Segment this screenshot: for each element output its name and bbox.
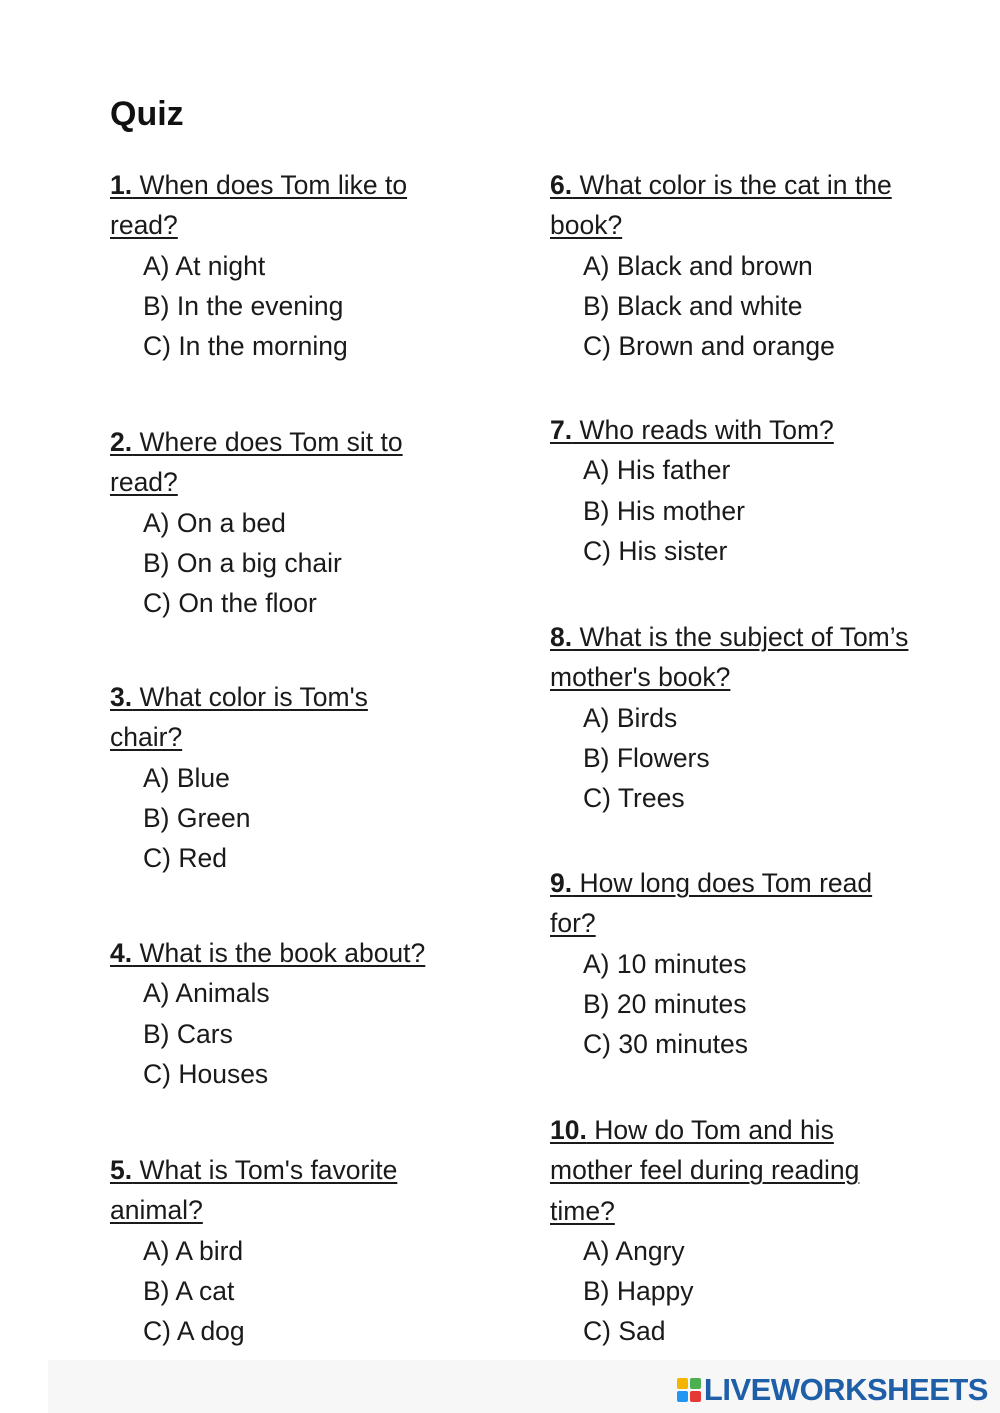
answer-option-a[interactable]: A) 10 minutes — [583, 948, 747, 979]
answer-option-c[interactable]: C) Red — [143, 843, 227, 874]
answer-option-b[interactable]: B) Green — [143, 802, 251, 833]
question-text: 10. How do Tom and his mother feel during reading time? — [550, 1115, 860, 1226]
question-6 — [550, 165, 950, 366]
question-text: 8. What is the subject of Tom’s mother's book? — [550, 622, 909, 693]
question-number: 10. — [550, 1115, 587, 1145]
answer-option-c[interactable]: C) 30 minutes — [583, 1029, 748, 1060]
answer-option-c[interactable]: C) Trees — [583, 783, 685, 814]
question-number: 9. — [550, 868, 573, 898]
answer-option-a[interactable]: A) Angry — [583, 1235, 685, 1266]
answer-option-a[interactable]: A) Blue — [143, 762, 230, 793]
answer-option-c[interactable]: C) Brown and orange — [583, 331, 835, 362]
question-text: 1. When does Tom like to read? — [110, 170, 408, 241]
question-number: 7. — [550, 415, 573, 445]
question-text: 7. Who reads with Tom? — [550, 415, 834, 445]
question-9 — [550, 863, 920, 1064]
answer-option-a[interactable]: A) Black and brown — [583, 250, 813, 281]
liveworksheets-logo[interactable] — [676, 1372, 988, 1408]
answer-option-a[interactable]: A) On a bed — [143, 507, 286, 538]
answer-option-b[interactable]: B) Cars — [143, 1018, 233, 1049]
answer-option-b[interactable]: B) On a big chair — [143, 547, 342, 578]
answer-option-a[interactable]: A) A bird — [143, 1235, 244, 1266]
question-number: 4. — [110, 938, 133, 968]
question-number: 6. — [550, 170, 573, 200]
answer-option-c[interactable]: C) A dog — [143, 1316, 245, 1347]
question-text: 6. What color is the cat in the book? — [550, 170, 892, 241]
liveworksheets-logo-icon — [676, 1377, 702, 1403]
answer-option-b[interactable]: B) Happy — [583, 1276, 694, 1307]
answer-option-b[interactable]: B) A cat — [143, 1275, 235, 1306]
question-4 — [110, 933, 510, 1094]
answer-option-a[interactable]: A) At night — [143, 250, 266, 281]
answer-option-a[interactable]: A) His father — [583, 455, 731, 486]
answer-option-b[interactable]: B) His mother — [583, 495, 745, 526]
question-text: 5. What is Tom's favorite animal? — [110, 1155, 398, 1226]
question-number: 2. — [110, 427, 133, 457]
answer-option-c[interactable]: C) On the floor — [143, 588, 317, 619]
question-number: 8. — [550, 622, 573, 652]
answer-option-c[interactable]: C) In the morning — [143, 331, 348, 362]
answer-option-c[interactable]: C) His sister — [583, 535, 728, 566]
question-number: 3. — [110, 682, 133, 712]
answer-option-c[interactable]: C) Houses — [143, 1058, 269, 1089]
question-text: 3. What color is Tom's chair? — [110, 682, 368, 753]
question-text: 2. Where does Tom sit to read? — [110, 427, 403, 498]
question-number: 5. — [110, 1155, 133, 1185]
question-text: 4. What is the book about? — [110, 938, 426, 968]
question-8 — [550, 617, 970, 818]
logo-text: LIVEWORKSHEETS — [703, 1372, 988, 1407]
question-10 — [550, 1110, 900, 1352]
answer-option-b[interactable]: B) In the evening — [143, 290, 344, 321]
answer-option-b[interactable]: B) Black and white — [583, 290, 803, 321]
page-title: Quiz — [110, 95, 184, 133]
answer-option-b[interactable]: B) 20 minutes — [583, 988, 747, 1019]
question-text: 9. How long does Tom read for? — [550, 868, 873, 939]
question-2 — [110, 422, 460, 623]
question-7 — [550, 410, 970, 571]
question-5 — [110, 1150, 450, 1351]
answer-option-c[interactable]: C) Sad — [583, 1316, 666, 1347]
question-3 — [110, 677, 440, 878]
question-number: 1. — [110, 170, 133, 200]
answer-option-a[interactable]: A) Animals — [143, 978, 270, 1009]
question-1 — [110, 165, 460, 366]
answer-option-b[interactable]: B) Flowers — [583, 742, 710, 773]
answer-option-a[interactable]: A) Birds — [583, 702, 678, 733]
